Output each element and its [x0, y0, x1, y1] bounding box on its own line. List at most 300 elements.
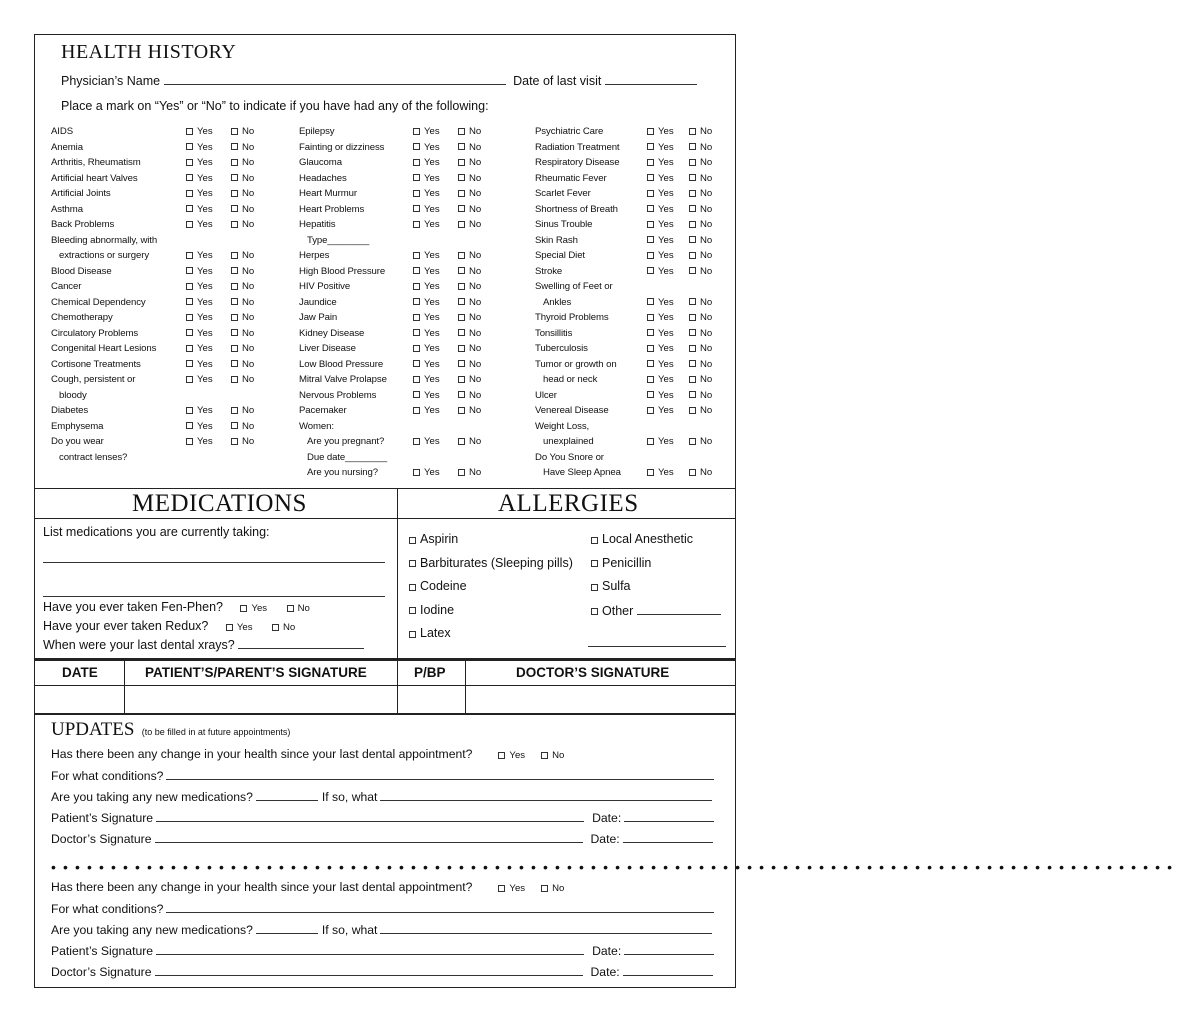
condition-label: Back Problems [51, 219, 115, 230]
no-option [689, 343, 712, 354]
yes-checkbox[interactable] [647, 298, 654, 305]
no-checkbox[interactable] [231, 407, 238, 414]
yes-label: Yes [424, 188, 440, 199]
condition-label: High Blood Pressure [299, 265, 386, 277]
no-checkbox[interactable] [689, 345, 696, 352]
no-label: No [700, 126, 713, 137]
yes-label: Yes [658, 467, 674, 478]
no-checkbox[interactable] [458, 128, 465, 135]
yes-option [186, 436, 213, 447]
yes-option [413, 266, 440, 277]
no-checkbox[interactable] [689, 159, 696, 166]
yes-checkbox[interactable] [186, 314, 193, 321]
no-checkbox[interactable] [231, 422, 238, 429]
yes-option [647, 374, 674, 385]
fenphen-no-checkbox[interactable] [287, 605, 294, 612]
no-checkbox[interactable] [231, 128, 238, 135]
no-option [458, 188, 481, 199]
condition-label: Are you pregnant? [307, 436, 385, 447]
yes-checkbox[interactable] [186, 159, 193, 166]
yes-checkbox[interactable] [413, 407, 420, 414]
no-option [458, 436, 481, 447]
no-checkbox[interactable] [689, 438, 696, 445]
xrays-row [43, 637, 364, 652]
yes-label: Yes [197, 219, 213, 230]
condition-label: Cough, persistent or [51, 374, 136, 385]
health-change-question: Has there been any change in your health since your last dental appointment? [51, 880, 473, 894]
no-checkbox[interactable] [458, 345, 465, 352]
condition-label: Shortness of Breath [535, 203, 618, 215]
no-checkbox[interactable] [458, 376, 465, 383]
no-option [689, 173, 712, 184]
yes-checkbox[interactable] [413, 360, 420, 367]
no-option [689, 405, 712, 416]
yes-label: Yes [658, 312, 674, 323]
yes-option [186, 157, 213, 168]
allergy-label: Aspirin [420, 532, 459, 546]
no-label: No [700, 389, 713, 401]
yes-label: Yes [424, 141, 440, 153]
no-option [231, 405, 254, 416]
redux-label: Have your ever taken Redux? [43, 619, 209, 633]
no-option [689, 390, 712, 401]
date-cell[interactable] [37, 689, 122, 711]
yes-label: Yes [658, 436, 674, 447]
no-checkbox[interactable] [231, 267, 238, 274]
no-checkbox[interactable] [231, 298, 238, 305]
no-checkbox[interactable] [689, 376, 696, 383]
condition-label: Scarlet Fever [535, 188, 591, 199]
allergy-checkbox[interactable] [591, 560, 598, 567]
yes-label: Yes [197, 126, 213, 137]
allergy-label: Sulfa [602, 579, 631, 593]
yes-checkbox[interactable] [647, 159, 654, 166]
no-checkbox[interactable] [689, 314, 696, 321]
no-checkbox[interactable] [458, 143, 465, 150]
pbp-cell[interactable] [400, 689, 463, 711]
no-checkbox[interactable] [231, 205, 238, 212]
yes-label: Yes [424, 250, 440, 261]
other-allergy-line[interactable] [588, 635, 726, 647]
updates-heading [51, 719, 290, 741]
yes-checkbox[interactable] [647, 391, 654, 398]
no-checkbox[interactable] [689, 391, 696, 398]
condition-label: Hepatitis [299, 219, 336, 230]
no-checkbox[interactable] [231, 314, 238, 321]
condition-label: Blood Disease [51, 265, 112, 277]
no-label: No [700, 141, 713, 153]
no-label: No [700, 436, 713, 447]
conditions-row [51, 768, 714, 783]
no-checkbox[interactable] [231, 143, 238, 150]
condition-label: Tonsillitis [535, 327, 573, 339]
yes-checkbox[interactable] [647, 345, 654, 352]
no-checkbox[interactable] [458, 221, 465, 228]
yes-checkbox[interactable] [413, 174, 420, 181]
allergy-checkbox[interactable] [409, 537, 416, 544]
yes-checkbox[interactable] [186, 360, 193, 367]
patient-signature-field[interactable] [156, 943, 584, 955]
doctor-date-field[interactable] [623, 831, 713, 843]
yes-label: Yes [424, 172, 440, 184]
no-option [458, 281, 481, 292]
yes-checkbox[interactable] [413, 205, 420, 212]
condition-label: Chemical Dependency [51, 296, 146, 308]
no-checkbox[interactable] [458, 438, 465, 445]
condition-label: Do you wear [51, 436, 104, 447]
yes-checkbox[interactable] [413, 190, 420, 197]
condition-label: contract lenses? [59, 451, 128, 463]
yes-checkbox[interactable] [186, 221, 193, 228]
which-meds-field[interactable] [380, 922, 712, 934]
yes-checkbox[interactable] [647, 236, 654, 243]
new-meds-row [51, 789, 712, 804]
allergy-checkbox[interactable] [591, 608, 598, 615]
yes-checkbox[interactable] [647, 128, 654, 135]
yes-option [413, 374, 440, 385]
doctor-signature-field[interactable] [155, 964, 583, 976]
no-checkbox[interactable] [689, 143, 696, 150]
no-checkbox[interactable] [689, 329, 696, 336]
no-option [689, 142, 712, 153]
dotted-separator: •••••••••••••••••••••••••••••••••••••••••••••••••••••••••••••••••••••••••••••••••••••••••••••• [51, 859, 1179, 875]
no-checkbox[interactable] [458, 298, 465, 305]
yes-label: Yes [658, 234, 674, 246]
allergy-checkbox[interactable] [409, 560, 416, 567]
yes-checkbox[interactable] [186, 407, 193, 414]
doctor-date-field[interactable] [623, 964, 713, 976]
no-option [231, 157, 254, 168]
no-checkbox[interactable] [458, 469, 465, 476]
no-option [689, 359, 712, 370]
no-option [458, 142, 481, 153]
yes-option [413, 157, 440, 168]
change-no-checkbox[interactable] [541, 885, 548, 892]
yes-checkbox[interactable] [413, 298, 420, 305]
yes-checkbox[interactable] [647, 205, 654, 212]
yes-label: Yes [197, 374, 213, 385]
yes-option [186, 405, 213, 416]
yes-checkbox[interactable] [186, 298, 193, 305]
no-label: No [242, 436, 255, 447]
condition-label: Skin Rash [535, 234, 578, 246]
yes-label: Yes [424, 219, 440, 230]
condition-label: Low Blood Pressure [299, 358, 384, 370]
yes-checkbox[interactable] [413, 329, 420, 336]
yes-option [186, 204, 213, 215]
patient-date-field[interactable] [624, 810, 714, 822]
no-label: No [242, 374, 255, 385]
no-option [231, 343, 254, 354]
no-checkbox[interactable] [689, 221, 696, 228]
yes-checkbox[interactable] [186, 438, 193, 445]
if-so-label: If so, what [321, 923, 378, 937]
yes-label: Yes [509, 750, 526, 761]
yes-label: Yes [197, 358, 213, 370]
condition-label: Respiratory Disease [535, 157, 620, 168]
no-label: No [469, 436, 482, 447]
no-checkbox[interactable] [689, 298, 696, 305]
physician-field[interactable] [164, 73, 506, 85]
no-checkbox[interactable] [458, 283, 465, 290]
no-label: No [469, 327, 482, 339]
no-option [689, 328, 712, 339]
no-checkbox[interactable] [689, 469, 696, 476]
no-option [458, 343, 481, 354]
allergy-checkbox[interactable] [591, 584, 598, 591]
redux-yes-checkbox[interactable] [226, 624, 233, 631]
yes-checkbox[interactable] [186, 205, 193, 212]
yes-checkbox[interactable] [413, 221, 420, 228]
yes-checkbox[interactable] [186, 252, 193, 259]
no-option [689, 157, 712, 168]
yes-label: Yes [197, 327, 213, 339]
yes-checkbox[interactable] [647, 221, 654, 228]
doctor-signature-field[interactable] [155, 831, 583, 843]
no-label: No [242, 219, 255, 230]
yes-label: Yes [197, 157, 213, 168]
yes-checkbox[interactable] [413, 469, 420, 476]
yes-checkbox[interactable] [647, 376, 654, 383]
no-checkbox[interactable] [231, 221, 238, 228]
doctor-signature-label: Doctor’s Signature [51, 965, 152, 979]
no-checkbox[interactable] [458, 252, 465, 259]
no-checkbox[interactable] [458, 407, 465, 414]
condition-label: Arthritis, Rheumatism [51, 157, 141, 168]
yes-checkbox[interactable] [413, 128, 420, 135]
yes-checkbox[interactable] [413, 159, 420, 166]
medications-line[interactable] [43, 585, 385, 597]
yes-option [186, 421, 213, 432]
yes-checkbox[interactable] [647, 174, 654, 181]
yes-option [413, 219, 440, 230]
yes-checkbox[interactable] [413, 143, 420, 150]
allergy-option [409, 626, 451, 640]
yes-option [647, 188, 674, 199]
patient-date-field[interactable] [624, 943, 714, 955]
divider-line [35, 658, 735, 661]
yes-checkbox[interactable] [186, 174, 193, 181]
change-no-checkbox[interactable] [541, 752, 548, 759]
no-checkbox[interactable] [689, 407, 696, 414]
no-label: No [242, 188, 255, 199]
yes-label: Yes [658, 343, 674, 354]
yes-checkbox[interactable] [186, 267, 193, 274]
change-yes-checkbox[interactable] [498, 752, 505, 759]
yes-label: Yes [424, 296, 440, 308]
yes-checkbox[interactable] [647, 360, 654, 367]
yes-checkbox[interactable] [413, 438, 420, 445]
yes-checkbox[interactable] [647, 438, 654, 445]
yes-option [186, 219, 213, 230]
no-label: No [242, 296, 255, 308]
yes-label: Yes [197, 203, 213, 215]
condition-label: Swelling of Feet or [535, 281, 613, 292]
no-option [231, 297, 254, 308]
conditions-field[interactable] [166, 768, 714, 780]
yes-checkbox[interactable] [413, 283, 420, 290]
no-label: No [469, 405, 482, 416]
allergy-checkbox[interactable] [591, 537, 598, 544]
allergy-checkbox[interactable] [409, 607, 416, 614]
no-label: No [700, 358, 713, 370]
no-checkbox[interactable] [458, 329, 465, 336]
no-label: No [700, 157, 713, 168]
condition-label: Nervous Problems [299, 389, 377, 401]
yes-option [498, 750, 525, 761]
yes-option [413, 250, 440, 261]
allergy-label: Barbiturates (Sleeping pills) [420, 555, 573, 570]
no-checkbox[interactable] [458, 267, 465, 274]
no-option [231, 188, 254, 199]
patient-signature-label: Patient’s Signature [51, 811, 154, 825]
last-visit-field[interactable] [605, 73, 697, 85]
yes-option [498, 883, 525, 894]
yes-checkbox[interactable] [647, 267, 654, 274]
no-checkbox[interactable] [458, 314, 465, 321]
yes-checkbox[interactable] [413, 252, 420, 259]
no-checkbox[interactable] [458, 391, 465, 398]
divider-line [35, 713, 735, 715]
no-checkbox[interactable] [231, 174, 238, 181]
patient-signature-cell[interactable] [127, 689, 395, 711]
new-meds-field[interactable] [256, 922, 318, 934]
yes-checkbox[interactable] [413, 391, 420, 398]
yes-checkbox[interactable] [413, 314, 420, 321]
yes-label: Yes [424, 312, 440, 323]
no-label: No [469, 467, 482, 478]
xrays-field[interactable] [238, 637, 364, 649]
yes-checkbox[interactable] [413, 376, 420, 383]
yes-checkbox[interactable] [647, 190, 654, 197]
new-meds-row [51, 922, 712, 937]
yes-checkbox[interactable] [186, 422, 193, 429]
no-checkbox[interactable] [231, 360, 238, 367]
condition-label: Pacemaker [299, 405, 347, 416]
yes-option [647, 126, 674, 137]
yes-option [647, 157, 674, 168]
change-yes-checkbox[interactable] [498, 885, 505, 892]
no-label: No [469, 188, 482, 199]
yes-option [647, 219, 674, 230]
no-checkbox[interactable] [689, 128, 696, 135]
yes-checkbox[interactable] [186, 345, 193, 352]
no-checkbox[interactable] [231, 345, 238, 352]
redux-no-checkbox[interactable] [272, 624, 279, 631]
condition-label: Liver Disease [299, 343, 356, 354]
yes-option [413, 405, 440, 416]
no-checkbox[interactable] [458, 159, 465, 166]
no-checkbox[interactable] [689, 174, 696, 181]
condition-label: Women: [299, 420, 334, 432]
yes-option [413, 467, 440, 478]
yes-option [647, 204, 674, 215]
yes-label: Yes [197, 265, 213, 277]
no-checkbox[interactable] [231, 159, 238, 166]
no-option [689, 188, 712, 199]
no-checkbox[interactable] [689, 252, 696, 259]
no-checkbox[interactable] [689, 205, 696, 212]
yes-option [413, 188, 440, 199]
no-option [689, 297, 712, 308]
no-checkbox[interactable] [231, 376, 238, 383]
yes-option [647, 343, 674, 354]
no-checkbox[interactable] [458, 205, 465, 212]
no-checkbox[interactable] [689, 267, 696, 274]
yes-checkbox[interactable] [647, 143, 654, 150]
yes-checkbox[interactable] [647, 407, 654, 414]
no-label: No [700, 250, 713, 261]
condition-label: Venereal Disease [535, 405, 609, 416]
no-label: No [242, 343, 255, 354]
no-label: No [469, 343, 482, 354]
no-checkbox[interactable] [231, 252, 238, 259]
condition-label: Fainting or dizziness [299, 141, 385, 153]
medications-line[interactable] [43, 551, 385, 563]
condition-label: Thyroid Problems [535, 312, 609, 323]
yes-checkbox[interactable] [413, 345, 420, 352]
no-checkbox[interactable] [458, 174, 465, 181]
which-meds-field[interactable] [380, 789, 712, 801]
no-checkbox[interactable] [458, 190, 465, 197]
condition-label: Special Diet [535, 250, 585, 261]
no-checkbox[interactable] [689, 190, 696, 197]
no-label: No [700, 374, 713, 385]
condition-label: Weight Loss, [535, 420, 590, 432]
yes-checkbox[interactable] [186, 128, 193, 135]
yes-option [647, 266, 674, 277]
yes-label: Yes [658, 188, 674, 199]
no-checkbox[interactable] [231, 438, 238, 445]
patient-signature-field[interactable] [156, 810, 584, 822]
no-checkbox[interactable] [689, 236, 696, 243]
physician-label: Physician’s Name [61, 74, 161, 88]
other-allergy-field[interactable] [637, 603, 721, 615]
yes-label: Yes [197, 281, 213, 292]
yes-option [413, 328, 440, 339]
fenphen-yes-checkbox[interactable] [240, 605, 247, 612]
yes-checkbox[interactable] [186, 376, 193, 383]
no-option [458, 405, 481, 416]
yes-checkbox[interactable] [186, 329, 193, 336]
no-checkbox[interactable] [231, 283, 238, 290]
allergy-checkbox[interactable] [409, 584, 416, 591]
doctor-signature-cell[interactable] [468, 689, 734, 711]
no-label: No [700, 327, 713, 339]
yes-checkbox[interactable] [186, 190, 193, 197]
yes-checkbox[interactable] [413, 267, 420, 274]
no-option [458, 266, 481, 277]
yes-checkbox[interactable] [186, 283, 193, 290]
no-checkbox[interactable] [231, 329, 238, 336]
no-checkbox[interactable] [231, 190, 238, 197]
yes-checkbox[interactable] [647, 314, 654, 321]
yes-option [186, 281, 213, 292]
no-checkbox[interactable] [458, 360, 465, 367]
allergy-checkbox[interactable] [409, 631, 416, 638]
yes-checkbox[interactable] [647, 469, 654, 476]
condition-label: Herpes [299, 250, 330, 261]
divider-line [35, 518, 735, 519]
yes-checkbox[interactable] [647, 252, 654, 259]
yes-checkbox[interactable] [186, 143, 193, 150]
yes-option [186, 250, 213, 261]
no-checkbox[interactable] [689, 360, 696, 367]
new-meds-field[interactable] [256, 789, 318, 801]
yes-checkbox[interactable] [647, 329, 654, 336]
date-label: Date: [592, 944, 622, 958]
conditions-field[interactable] [166, 901, 714, 913]
